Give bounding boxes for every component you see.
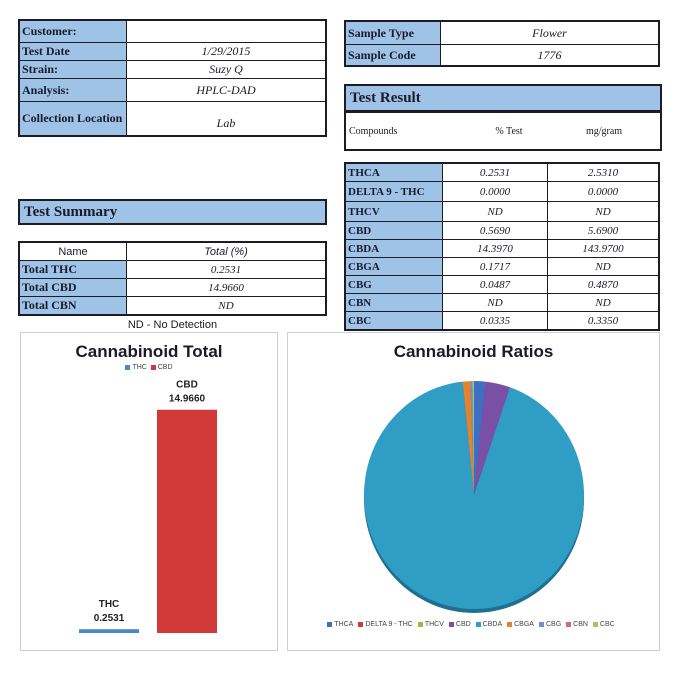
compound-name: CBDA: [345, 240, 443, 258]
bar-chart-svg: [21, 369, 277, 649]
legend-label: CBN: [573, 621, 588, 628]
test-result-header: [344, 84, 662, 151]
col-total: Total (%): [127, 242, 327, 261]
result-row: [345, 294, 659, 312]
legend-swatch: [539, 622, 544, 627]
legend-label: CBDA: [482, 621, 503, 628]
legend-label: CBC: [599, 621, 615, 628]
nd-note: ND - No Detection: [127, 319, 218, 331]
col-name: Name: [19, 242, 127, 261]
bar-cbd: [157, 410, 217, 633]
bar-thc: [79, 629, 139, 633]
pie-legend-item: [593, 621, 615, 628]
pie-chart-svg: [288, 363, 659, 623]
sample-type-label: Sample Type: [345, 21, 441, 45]
compound-mg: ND: [548, 294, 660, 312]
pie-legend-item: [358, 621, 412, 628]
compound-pct: 0.0487: [443, 276, 548, 294]
compound-pct: 0.1717: [443, 258, 548, 276]
analysis-label: Analysis:: [19, 79, 127, 102]
pie-legend-item: [539, 621, 561, 628]
pie-legend-item: [449, 621, 471, 628]
compound-name: CBG: [345, 276, 443, 294]
pie-legend-item: [476, 621, 502, 628]
test-result-title: Test Result: [346, 86, 660, 113]
compound-mg: 143.9700: [548, 240, 660, 258]
test-date-label: Test Date: [19, 43, 127, 61]
sample-code-value: 1776: [441, 45, 660, 67]
collection-location-label: Collection Location: [19, 102, 127, 137]
compound-mg: ND: [548, 202, 660, 222]
cannabinoid-total-chart: [20, 332, 278, 651]
test-summary-title: Test Summary: [18, 199, 327, 225]
legend-swatch: [449, 622, 454, 627]
compound-name: THCA: [345, 163, 443, 182]
col-mg: mg/gram: [585, 126, 623, 137]
collection-location-value: Lab: [127, 102, 327, 137]
legend-label: CBGA: [514, 621, 534, 628]
summary-row: [19, 297, 326, 316]
bar-chart-title: Cannabinoid Total: [75, 342, 223, 361]
pie-legend-item: [418, 621, 444, 628]
compound-name: CBGA: [345, 258, 443, 276]
pie-legend-item: [507, 621, 534, 628]
legend-cbd-label: CBD: [157, 364, 173, 371]
compound-pct: 0.2531: [443, 163, 548, 182]
legend-swatch: [327, 622, 332, 627]
customer-label: Customer:: [19, 20, 127, 43]
strain-label: Strain:: [19, 61, 127, 79]
summary-name: Total CBN: [19, 297, 127, 316]
pie-chart-title: Cannabinoid Ratios: [393, 342, 554, 361]
compound-mg: 0.4870: [548, 276, 660, 294]
test-result-table: [344, 162, 660, 331]
result-row: [345, 182, 659, 202]
test-summary-table: [18, 241, 327, 316]
compound-name: CBN: [345, 294, 443, 312]
pie-legend-item: [327, 621, 353, 628]
legend-label: THCA: [334, 621, 354, 628]
pie-legend: [288, 621, 659, 628]
result-row: [345, 202, 659, 222]
sample-code-label: Sample Code: [345, 45, 441, 67]
compound-name: CBC: [345, 312, 443, 331]
compound-name: DELTA 9 - THC: [345, 182, 443, 202]
result-row: [345, 240, 659, 258]
strain-value: Suzy Q: [127, 61, 327, 79]
summary-row: [19, 279, 326, 297]
compound-pct: 0.0335: [443, 312, 548, 331]
compound-mg: 5.6900: [548, 222, 660, 240]
pie-legend-item: [566, 621, 588, 628]
result-row: [345, 258, 659, 276]
compound-pct: 14.3970: [443, 240, 548, 258]
legend-label: CBD: [455, 621, 471, 628]
legend-swatch: [476, 622, 481, 627]
bar-category-label: CBD: [176, 379, 198, 391]
result-row: [345, 222, 659, 240]
bar-category-label: THC: [98, 599, 120, 611]
customer-value: [127, 20, 327, 43]
summary-name: Total THC: [19, 261, 127, 279]
result-row: [345, 312, 659, 331]
customer-info-table: [18, 19, 327, 137]
compound-mg: 0.0000: [548, 182, 660, 202]
compound-mg: 2.5310: [548, 163, 660, 182]
legend-swatch: [593, 622, 598, 627]
sample-type-value: Flower: [441, 21, 660, 45]
summary-value: 0.2531: [127, 261, 327, 279]
legend-label: CBG: [545, 621, 562, 628]
cannabinoid-ratios-chart: [287, 332, 660, 651]
legend-label: DELTA 9 - THC: [365, 621, 413, 628]
compound-pct: 0.0000: [443, 182, 548, 202]
summary-value: 14.9660: [127, 279, 327, 297]
compound-pct: ND: [443, 202, 548, 222]
compound-name: CBD: [345, 222, 443, 240]
compound-pct: 0.5690: [443, 222, 548, 240]
bar-value-label: 14.9660: [168, 393, 206, 405]
analysis-value: HPLC-DAD: [127, 79, 327, 102]
legend-swatch: [418, 622, 423, 627]
sample-table: [344, 20, 660, 67]
compound-mg: ND: [548, 258, 660, 276]
legend-label: THCV: [424, 621, 444, 628]
bar-value-label: 0.2531: [93, 613, 125, 625]
result-row: [345, 276, 659, 294]
col-compounds: Compounds: [349, 126, 398, 137]
col-test: % Test: [495, 126, 523, 137]
summary-name: Total CBD: [19, 279, 127, 297]
result-row: [345, 163, 659, 182]
legend-swatch: [566, 622, 571, 627]
test-date-value: 1/29/2015: [127, 43, 327, 61]
compound-pct: ND: [443, 294, 548, 312]
summary-value: ND: [127, 297, 327, 316]
compound-name: THCV: [345, 202, 443, 222]
legend-thc-label: THC: [132, 364, 147, 371]
legend-swatch: [358, 622, 363, 627]
test-summary: [18, 199, 327, 331]
compound-mg: 0.3350: [548, 312, 660, 331]
legend-swatch: [507, 622, 512, 627]
summary-row: [19, 261, 326, 279]
